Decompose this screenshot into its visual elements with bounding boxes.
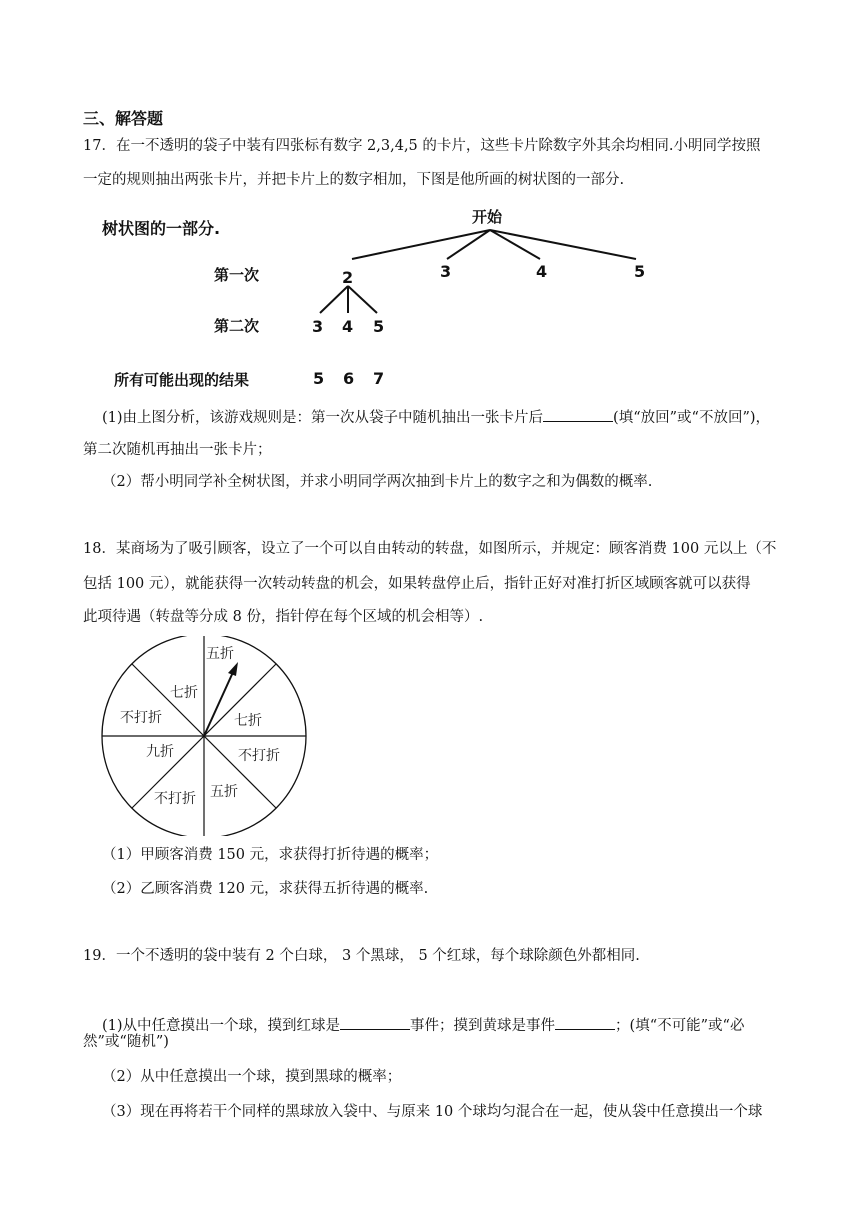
spinner-wheel <box>100 636 310 836</box>
wheel-label: 五折 <box>210 784 238 800</box>
q18-stem-line-2: 包括 100 元），就能获得一次转动转盘的机会，如果转盘停止后，指针正好对准打折区域顾客就可以获得 <box>83 576 751 592</box>
q18-stem-line-3: 此项待遇（转盘等分成 8 份，指针停在每个区域的机会相等）. <box>83 609 484 625</box>
q19-part-1-cont: 然”或“随机”) <box>83 1034 169 1050</box>
q18-stem-line-1: 18．某商场为了吸引顾客，设立了一个可以自由转动的转盘，如图所示，并规定：顾客消费 100 元以上（不 <box>83 541 777 557</box>
q19-part-1-text-a: (1)从中任意摸出一个球，摸到红球是 <box>102 1018 341 1034</box>
wheel-label: 七折 <box>170 685 198 701</box>
tree-second-node: 3 <box>312 317 324 336</box>
q19-answer-blank-1[interactable] <box>340 1014 410 1030</box>
tree-first-node: 4 <box>536 262 548 281</box>
q19-part-1 <box>102 1014 744 1036</box>
wheel-label: 七折 <box>234 713 262 729</box>
q19-part-2: （2）从中任意摸出一个球，摸到黑球的概率； <box>102 1069 402 1085</box>
tree-result-node: 6 <box>343 369 355 388</box>
q17-stem-line-2: 一定的规则抽出两张卡片，并把卡片上的数字相加，下图是他所画的树状图的一部分. <box>83 172 625 188</box>
q17-answer-blank[interactable] <box>543 406 613 422</box>
wheel-label: 不打折 <box>238 748 280 764</box>
q19-part-1-text-c: ；(填“不可能”或“必 <box>615 1018 745 1034</box>
tree-second-node: 4 <box>342 317 354 336</box>
wheel-label: 九折 <box>146 744 174 760</box>
branch-root-5 <box>490 230 636 259</box>
tree-result-node: 5 <box>313 369 325 388</box>
q18-part-1: （1）甲顾客消费 150 元，求获得打折待遇的概率； <box>102 847 439 863</box>
pointer-arrow <box>204 662 238 736</box>
q17-part-1-cont: 第二次随机再抽出一张卡片； <box>83 442 272 458</box>
tree-row-second-label: 第二次 <box>214 317 260 335</box>
tree-diagram <box>0 200 860 390</box>
q19-part-1-text-b: 事件；摸到黄球是事件 <box>410 1018 556 1034</box>
section-title: 三、解答题 <box>83 109 164 128</box>
wheel-label: 五折 <box>206 646 234 662</box>
tree-second-node: 5 <box>373 317 385 336</box>
q17-part-1 <box>102 406 770 428</box>
tree-first-node: 3 <box>440 262 452 281</box>
q18-part-2: （2）乙顾客消费 120 元，求获得五折待遇的概率. <box>102 881 429 897</box>
branch-2-5 <box>348 286 377 313</box>
tree-row-results-label: 所有可能出现的结果 <box>114 371 250 389</box>
wheel-label: 不打折 <box>120 710 162 726</box>
q17-part-1-text-b: (填“放回”或“不放回”)， <box>613 410 771 426</box>
tree-first-node: 5 <box>634 262 646 281</box>
q19-answer-blank-2[interactable] <box>555 1014 615 1030</box>
tree-caption: 树状图的一部分. <box>102 219 221 238</box>
q17-part-2: （2）帮小明同学补全树状图，并求小明同学两次抽到卡片上的数字之和为偶数的概率. <box>102 474 653 490</box>
tree-result-node: 7 <box>373 369 385 388</box>
q17-stem-line-1: 17．在一不透明的袋子中装有四张标有数字 2,3,4,5 的卡片，这些卡片除数字外其余均相同.小明同学按照 <box>83 138 761 154</box>
q19-stem: 19．一个不透明的袋中装有 2 个白球， 3 个黑球， 5 个红球，每个球除颜色外都相同. <box>83 948 640 964</box>
branch-2-3 <box>320 286 348 313</box>
tree-first-node: 2 <box>342 268 354 287</box>
q17-part-1-text-a: (1)由上图分析，该游戏规则是：第一次从袋子中随机抽出一张卡片后 <box>102 410 544 426</box>
tree-root-label: 开始 <box>472 208 503 226</box>
tree-row-first-label: 第一次 <box>214 266 260 284</box>
wheel-label: 不打折 <box>154 791 196 807</box>
q19-part-3: （3）现在再将若干个同样的黑球放入袋中、与原来 10 个球均匀混合在一起，使从袋中任意摸出一个球 <box>102 1104 763 1120</box>
